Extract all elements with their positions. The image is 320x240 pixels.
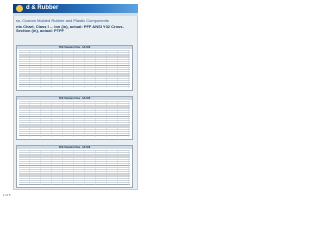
logo-icon[interactable] bbox=[16, 5, 23, 12]
main-content bbox=[16, 18, 134, 34]
table-caption: PAE Standard Size - AS-568 bbox=[17, 97, 132, 100]
print-footer bbox=[0, 192, 149, 198]
nav-bar bbox=[13, 13, 138, 16]
site-brand[interactable]: d & Rubber bbox=[26, 5, 59, 11]
table-columns bbox=[19, 150, 130, 185]
table-caption: PAE Standard Size - AS-568 bbox=[17, 146, 132, 149]
data-table bbox=[16, 96, 133, 140]
data-table bbox=[16, 45, 133, 91]
table-caption: PAE Standard Size - AS-568 bbox=[17, 46, 132, 49]
table-columns bbox=[19, 101, 130, 137]
page-subtitle: ss, Custom Molded Rubber and Plastic Components bbox=[16, 18, 109, 23]
page-title: nts Chart, Class I ... ion (in), actual: PFF ANSI Y32 Cross-Section (in), actual: PTFF bbox=[16, 24, 124, 34]
page-number: 1 of 5 bbox=[3, 193, 11, 197]
data-table bbox=[16, 145, 133, 188]
table-columns bbox=[19, 50, 130, 88]
